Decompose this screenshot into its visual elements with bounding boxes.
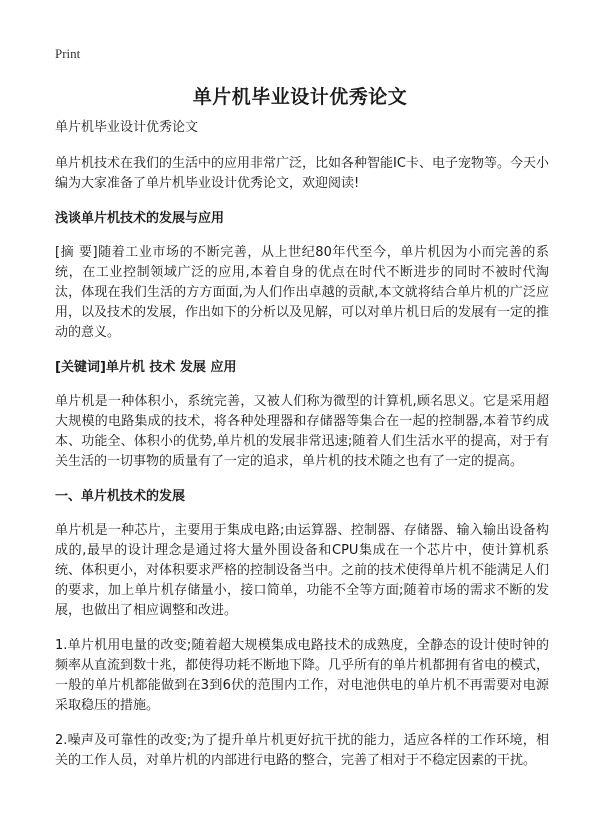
article-subtitle: 单片机毕业设计优秀论文 bbox=[55, 120, 199, 135]
section-title: 浅谈单片机技术的发展与应用 bbox=[55, 211, 225, 226]
body-paragraph-4: 2.噪声及可靠性的改变;为了提升单片机更好抗干扰的能力，适应各样的工作环境，相关的工作人员，对单片机的内部进行电路的整合，完善了相对于不稳定因素的干扰。 bbox=[55, 733, 549, 768]
body-paragraph-2: 单片机是一种芯片，主要用于集成电路;由运算器、控制器、存储器、输入输出设备构成的,最早的设计理念是通过将大量外围设备和CPU集成在一个芯片中，使计算机系统、体积更小，对体积要求严格的控制设备当中。之前的技术使得单片机不能满足人们的要求，加上单片机存储量小，接口简单，功能不全等方面;随着市场的需求不断的发展，也做出了相应调整和改进。 bbox=[55, 523, 550, 618]
abstract-paragraph: [摘 要]随着工业市场的不断完善，从上世纪80年代至今，单片机因为小而完善的系统，在工业控制领域广泛的应用,本着自身的优点在时代不断进步的同时不被时代淘汰，体现在我们生活的方方面面,为人们作出卓越的贡献,本文就将结合单片机的广泛应用，以及技术的发展，作出如下的分析以及见解，可以对单片机日后的发展有一定的推动的意义。 bbox=[55, 245, 550, 340]
section-heading-1: 一、单片机技术的发展 bbox=[55, 489, 186, 504]
body-paragraph-3: 1.单片机用电量的改变;随着超大规模集成电路技术的成熟度，全静态的设计使时钟的频率从直流到数十兆，都使得功耗不断地下降。几乎所有的单片机都拥有省电的模式，一般的单片机都能做到在3到6伏的范围内工作，对电池供电的单片机不再需要对电源采取稳压的措施。 bbox=[55, 638, 550, 713]
print-link[interactable]: Print bbox=[55, 46, 81, 61]
body-paragraph-1: 单片机是一种体积小，系统完善，又被人们称为微型的计算机,顾名思义。它是采用超大规模的电路集成的技术，将各种处理器和存储器等集合在一起的控制器,本着节约成本、功能全、体积小的优势,单片机的发展非常迅速;随着人们生活水平的提高，对于有关生活的一切事物的质量有了一定的追求，单片机的技术随之也有了一定的提高。 bbox=[55, 394, 549, 469]
article-body bbox=[55, 118, 549, 786]
page-title: 单片机毕业设计优秀论文 bbox=[192, 86, 408, 108]
intro-paragraph: 单片机技术在我们的生活中的应用非常广泛，比如各种智能IC卡、电子宠物等。今天小编为大家准备了单片机毕业设计优秀论文，欢迎阅读! bbox=[55, 156, 549, 191]
keywords-line: [关键词]单片机 技术 发展 应用 bbox=[55, 360, 237, 375]
